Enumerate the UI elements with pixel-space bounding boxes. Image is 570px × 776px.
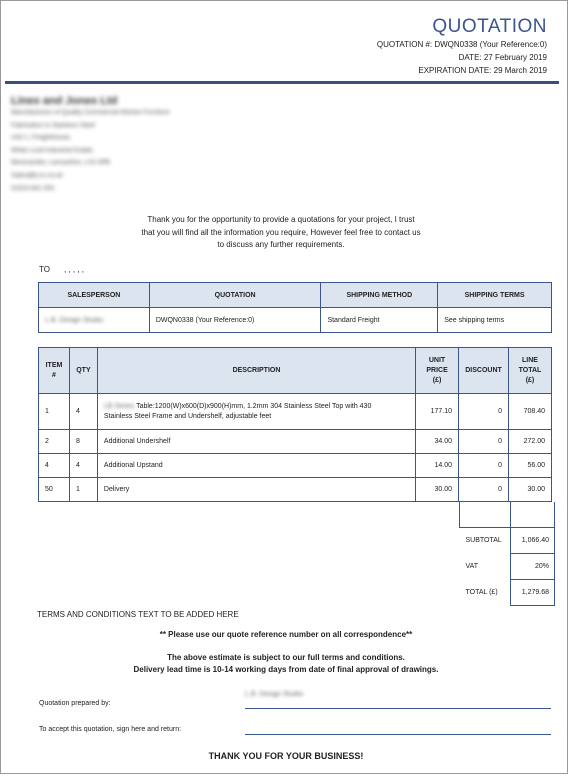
- item-description: Additional Undershelf: [97, 430, 415, 454]
- quotation-value: DWQN0338 (Your Reference:0): [149, 308, 321, 333]
- info-table-row: [39, 308, 552, 333]
- info-table-header: [39, 283, 552, 308]
- closing-message: THANK YOU FOR YOUR BUSINESS!: [208, 751, 364, 761]
- item-description: Additional Upstand: [97, 454, 415, 478]
- item-number: 50: [39, 478, 70, 502]
- recipient-line: [39, 265, 84, 274]
- lead-time-note: Delivery lead time is 10-14 working days from date of final approval of drawings.: [133, 665, 439, 674]
- terms-placeholder: TERMS AND CONDITIONS TEXT TO BE ADDED HERE: [37, 610, 239, 619]
- totals-spacer: [460, 502, 511, 528]
- header-salesperson: SALESPERSON: [39, 283, 150, 308]
- totals-spacer-row: [460, 502, 555, 528]
- thank-you-line: that you will find all the information you require, However feel free to contact us: [141, 227, 421, 237]
- item-qty: 4: [69, 394, 97, 430]
- header-item: ITEM #: [39, 348, 70, 394]
- item-number: 1: [39, 394, 70, 430]
- salesperson-value: L.B. Design Studio: [39, 308, 150, 333]
- header-quotation: QUOTATION: [149, 283, 321, 308]
- prepared-by-label: Quotation prepared by:: [39, 700, 111, 707]
- line-items-header: [39, 348, 552, 394]
- document-title: QUOTATION: [432, 16, 547, 37]
- item-discount: 0: [459, 430, 509, 454]
- company-address-line: Fabrication in Stainless Steel: [11, 121, 95, 129]
- shipping-terms-value: See shipping terms: [438, 308, 552, 333]
- subtotal-row: [460, 528, 555, 554]
- header-line-total: LINE TOTAL (£): [508, 348, 551, 394]
- item-line-total: 56.00: [508, 454, 551, 478]
- quotation-date: DATE: 27 February 2019: [458, 53, 547, 62]
- company-address-line: Manufacturers of Quality Commercial Kitchen Furniture: [11, 109, 170, 116]
- header-shipping-terms: SHIPPING TERMS: [438, 283, 552, 308]
- company-phone: 01524 841 000: [11, 184, 55, 192]
- vat-value: 20%: [511, 554, 555, 580]
- item-number: 4: [39, 454, 70, 478]
- thank-you-line: to discuss any further requirements.: [217, 240, 345, 249]
- quotation-header: [377, 16, 547, 77]
- item-description: Delivery: [97, 478, 415, 502]
- company-email: Sales@lj-ss.co.uk: [11, 171, 63, 179]
- item-description: LB Series Table:1200(W)x600(D)x900(H)mm, 1.2mm 304 Stainless Steel Top with 430 Stainless Steel Frame and Undershelf, adjustable feet: [97, 394, 415, 430]
- subtotal-value: 1,066.40: [511, 528, 555, 554]
- prepared-by-signature-line[interactable]: [245, 708, 551, 709]
- table-row: [39, 430, 552, 454]
- item-line-total: 30.00: [508, 478, 551, 502]
- item-discount: 0: [459, 394, 509, 430]
- vat-row: [460, 554, 555, 580]
- company-address-line: Unit 1, Freighthouse,: [11, 134, 72, 142]
- accept-label: To accept this quotation, sign here and return:: [39, 726, 182, 733]
- item-discount: 0: [459, 478, 509, 502]
- total-value: 1,279.68: [511, 580, 555, 606]
- header-divider: [5, 81, 559, 84]
- item-unit-price: 34.00: [416, 430, 459, 454]
- vat-label: VAT: [465, 563, 479, 570]
- to-label: TO: [39, 265, 50, 274]
- company-address-line: Morecambe, Lancashire, LA3 3PB: [11, 159, 110, 167]
- table-row: [39, 478, 552, 502]
- header-qty: QTY: [69, 348, 97, 394]
- totals-spacer: [511, 502, 555, 528]
- item-qty: 8: [69, 430, 97, 454]
- info-table: [38, 282, 552, 333]
- company-address-line: White Lund Industrial Estate,: [11, 146, 95, 154]
- thank-you-message: [111, 214, 451, 252]
- shipping-method-value: Standard Freight: [321, 308, 438, 333]
- expiration-date: EXPIRATION DATE: 29 March 2019: [418, 66, 547, 75]
- item-number: 2: [39, 430, 70, 454]
- item-unit-price: 30.00: [416, 478, 459, 502]
- thank-you-line: Thank you for the opportunity to provide a quotations for your project, I trust: [147, 215, 415, 224]
- item-unit-price: 14.00: [416, 454, 459, 478]
- to-value: , , , , ,: [63, 265, 84, 274]
- table-row: [39, 454, 552, 478]
- line-items-table: [38, 347, 552, 502]
- total-label: TOTAL (£): [465, 589, 498, 596]
- accept-signature-line[interactable]: [245, 734, 551, 735]
- header-discount: DISCOUNT: [459, 348, 509, 394]
- company-name: Lines and Jones Ltd: [11, 95, 118, 107]
- company-block: [11, 95, 170, 195]
- header-unit-price: UNIT PRICE (£): [416, 348, 459, 394]
- item-unit-price: 177.10: [416, 394, 459, 430]
- reference-note: ** Please use our quote reference number on all correspondence**: [159, 630, 413, 639]
- prepared-by-value: L.B. Design Studio: [245, 691, 303, 698]
- subtotal-label: SUBTOTAL: [465, 537, 502, 545]
- item-qty: 1: [69, 478, 97, 502]
- table-row: [39, 394, 552, 430]
- item-qty: 4: [69, 454, 97, 478]
- totals-table: [459, 502, 555, 606]
- estimate-note: The above estimate is subject to our full terms and conditions.: [167, 653, 405, 662]
- item-line-total: 272.00: [508, 430, 551, 454]
- header-description: DESCRIPTION: [97, 348, 415, 394]
- item-line-total: 708.40: [508, 394, 551, 430]
- item-discount: 0: [459, 454, 509, 478]
- total-row: [460, 580, 555, 606]
- header-shipping-method: SHIPPING METHOD: [321, 283, 438, 308]
- quotation-number: QUOTATION #: DWQN0338 (Your Reference:0): [376, 40, 547, 49]
